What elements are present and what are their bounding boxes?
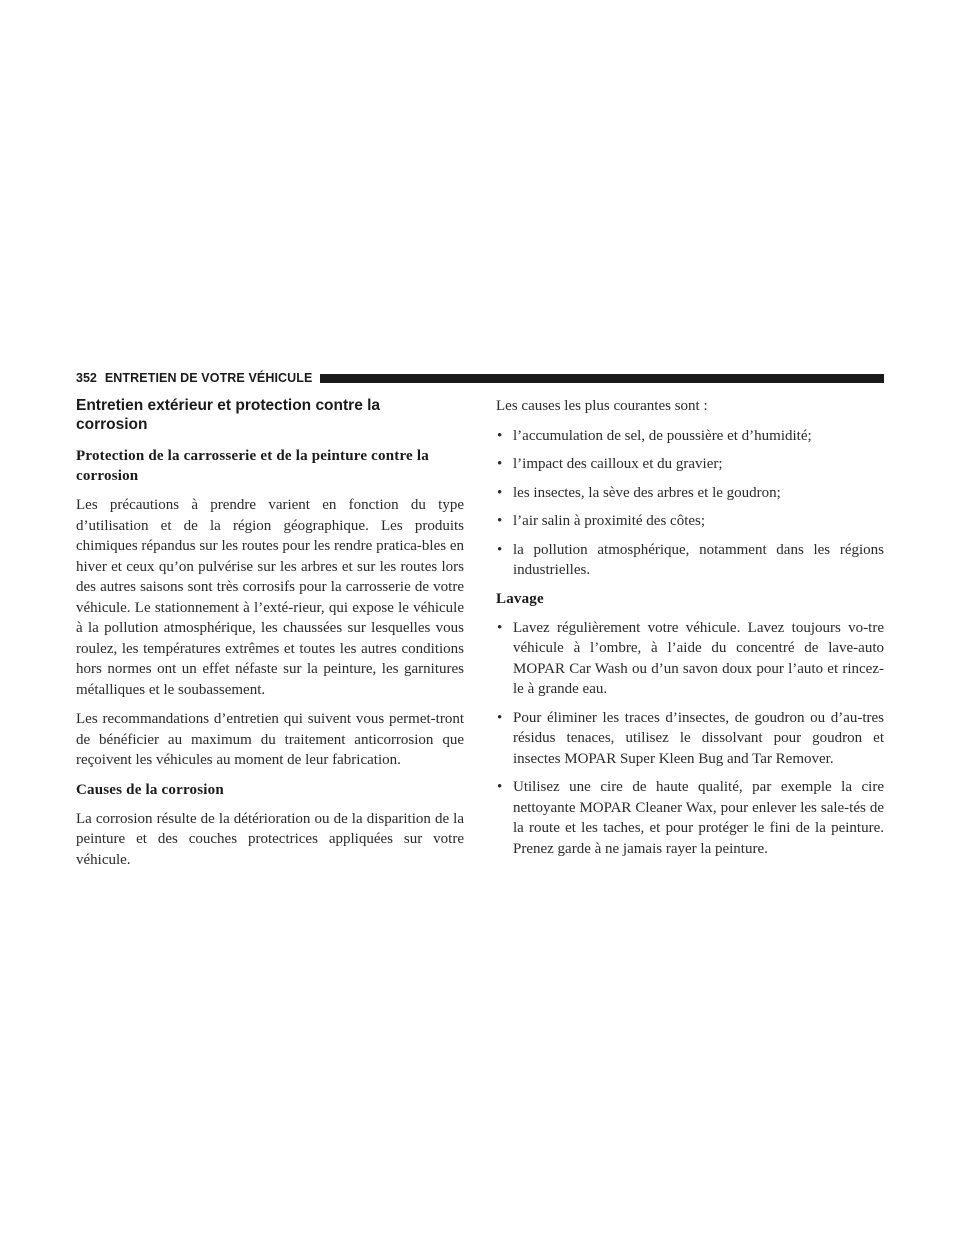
paragraph-recommendations: Les recommandations d’entretien qui suivent vous permet-tront de bénéficier au maximum du traitement anticorrosion que reçoivent les véhicules au moment de leur fabrication. bbox=[76, 711, 464, 768]
list-item: • Lavez régulièrement votre véhicule. Lavez toujours vo-tre véhicule à l’ombre, à l’aide du concentré de lave-auto MOPAR Car Wash ou d’un savon doux pour l’auto et rincez-le à grande eau. bbox=[497, 619, 884, 697]
list-item: • les insectes, la sève des arbres et le goudron; bbox=[496, 483, 884, 504]
list-item: • Utilisez une cire de haute qualité, par exemple la cire nettoyante MOPAR Cleaner Wax, pour enlever les sale-tés de la route et les taches, et pour protéger le fini de la peinture. Prenez garde à ne jamais rayer la peinture. bbox=[497, 779, 884, 857]
bullet: • bbox=[497, 619, 503, 636]
bullet: • bbox=[497, 513, 503, 529]
right-column bbox=[496, 396, 884, 867]
subheading-causes: Causes de la corrosion bbox=[76, 781, 224, 798]
page-header bbox=[76, 368, 884, 388]
header-rule bbox=[320, 374, 884, 383]
list-item: • la pollution atmosphérique, notamment dans les régions industrielles. bbox=[497, 541, 884, 578]
list-item: • Pour éliminer les traces d’insectes, de goudron ou d’au-tres résidus tenaces, utilisez le dissolvant pour goudron et insectes MOPAR Super Kleen Bug and Tar Remover. bbox=[497, 709, 884, 767]
bullet: • bbox=[497, 427, 503, 444]
list-item: • l’impact des cailloux et du gravier; bbox=[496, 454, 884, 475]
page-number: 352 bbox=[76, 371, 97, 385]
causes-intro: Les causes les plus courantes sont : bbox=[496, 398, 708, 414]
section-title: ENTRETIEN DE VOTRE VÉHICULE bbox=[104, 371, 313, 385]
bullet: • bbox=[497, 541, 503, 558]
bullet: • bbox=[497, 456, 503, 472]
bullet: • bbox=[497, 779, 503, 795]
lavage-list bbox=[496, 618, 884, 860]
subheading-protection: Protection de la carrosserie et de la peinture contre la corrosion bbox=[76, 448, 429, 484]
list-item: • l’air salin à proximité des côtes; bbox=[496, 511, 884, 532]
bullet: • bbox=[497, 709, 503, 726]
subheading-lavage: Lavage bbox=[496, 590, 544, 607]
list-item: • l’accumulation de sel, de poussière et d’humidité; bbox=[496, 426, 884, 447]
left-column bbox=[76, 396, 464, 879]
paragraph-corrosion: La corrosion résulte de la détérioration ou de la disparition de la peinture et des couches protectrices appliquées sur votre véhicule. bbox=[76, 810, 464, 868]
causes-list bbox=[496, 426, 884, 581]
bullet: • bbox=[497, 484, 503, 501]
paragraph-precautions: Les précautions à prendre varient en fonction du type d’utilisation et de la région géographique. Les produits chimiques répandus sur les routes pour les rendre pratica-bles en hiver et ceux qu’on pulvérise sur les arbres et sur les routes lors des autres saisons sont très corrosifs pour la carrosserie de votre véhicule. Le stationnement à l’exté-rieur, qui expose le véhicule à la pollution atmosphérique, les chaussées sur lesquelles vous roulez, les températures extrêmes et toutes les autres conditions hors normes ont un effet néfaste sur la peinture, les garnitures métalliques et le soubassement. bbox=[76, 497, 464, 698]
main-heading: Entretien extérieur et protection contre la corrosion bbox=[76, 397, 381, 433]
